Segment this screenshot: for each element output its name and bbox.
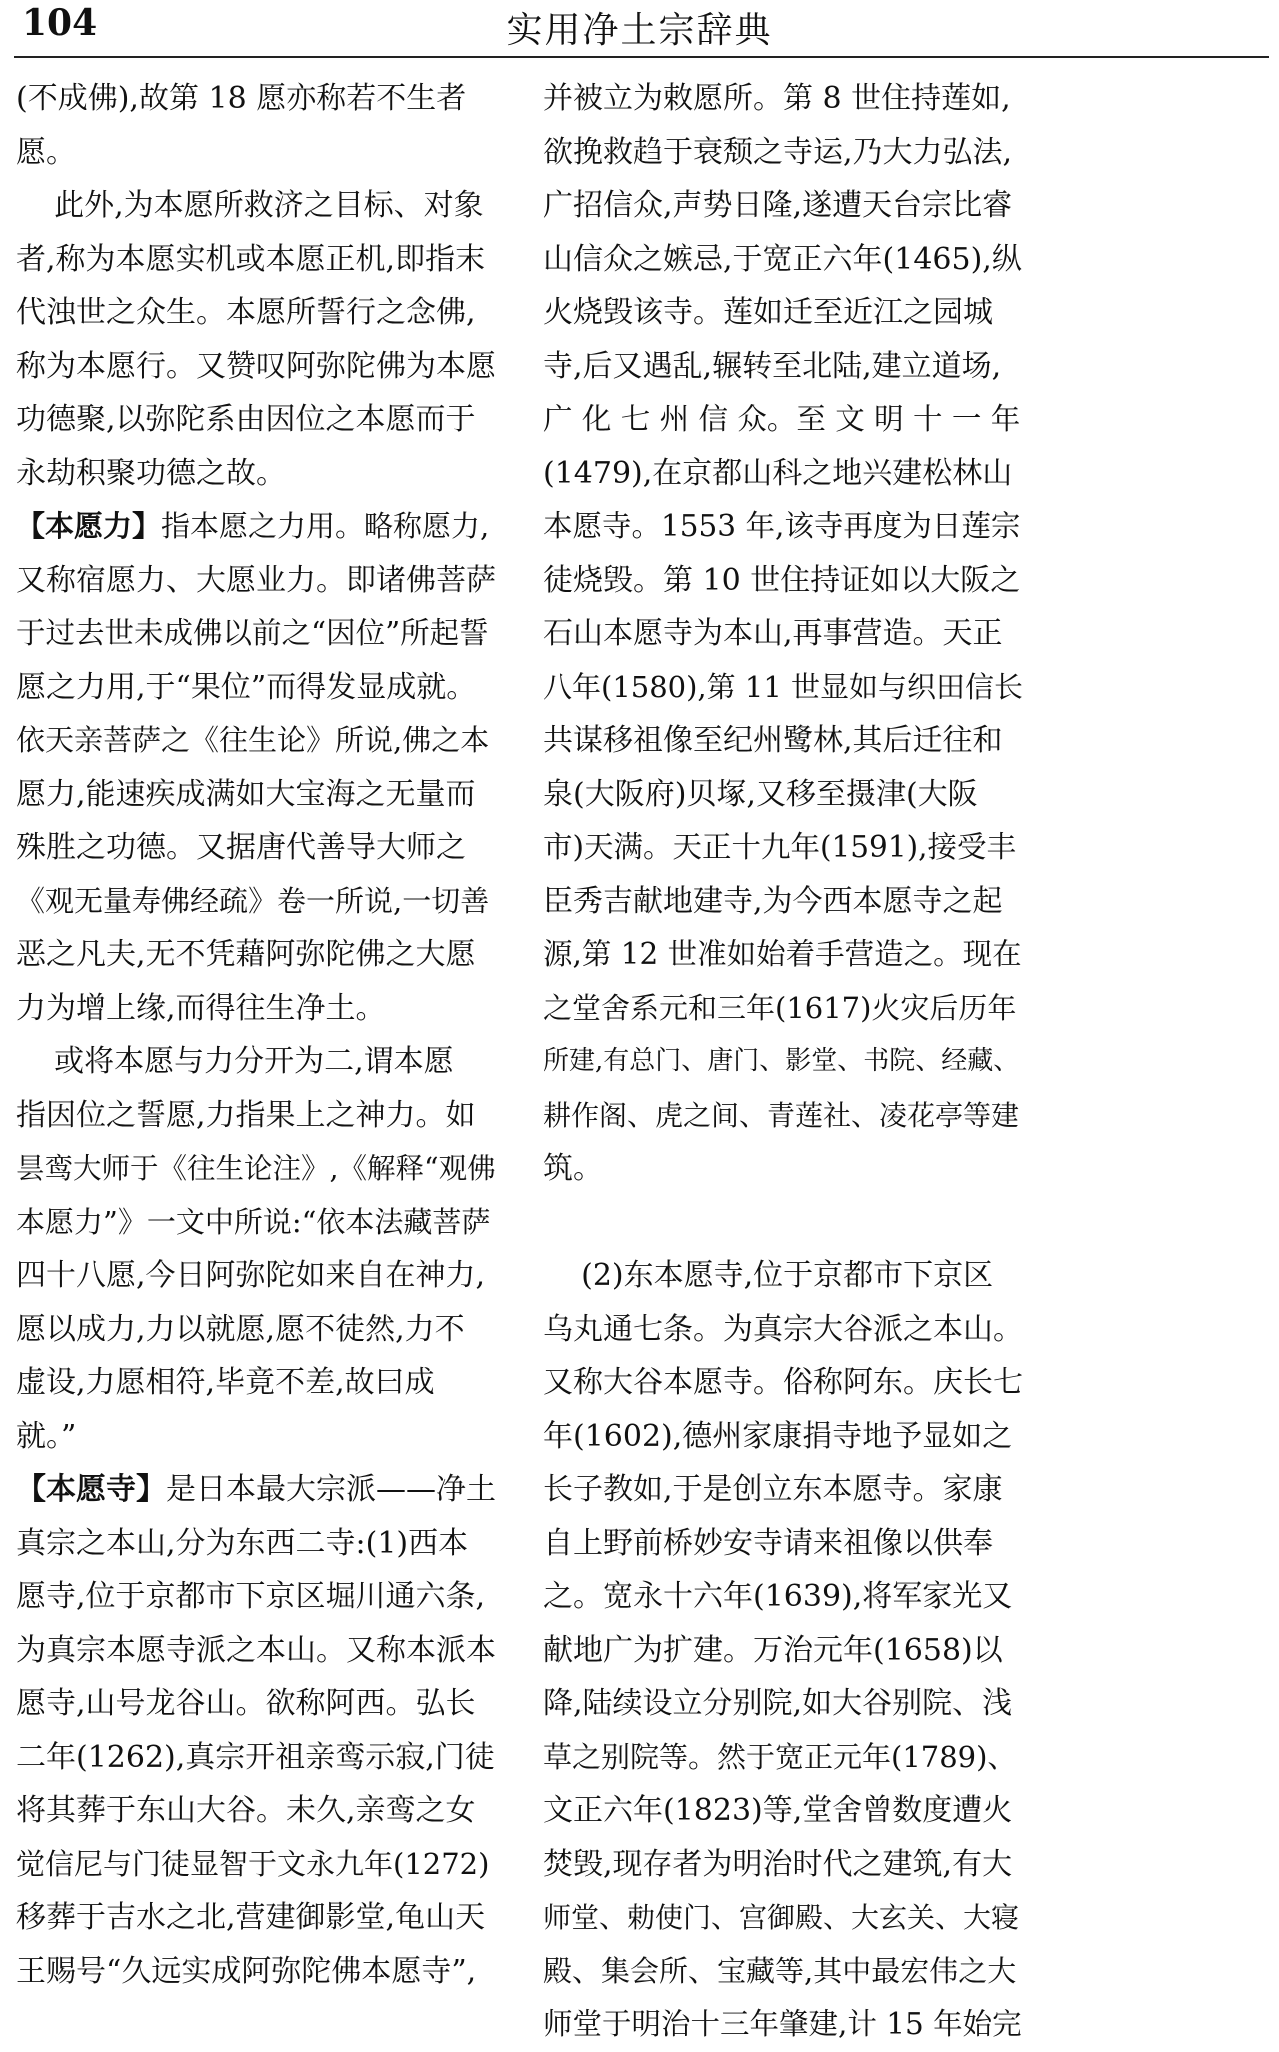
line-text: 并被立为敕愿所。第 8 世住持莲如, bbox=[543, 81, 1011, 116]
text-line bbox=[16, 340, 496, 394]
text-line bbox=[16, 714, 496, 768]
line-text: 乌丸通七条。为真宗大谷派之本山。 bbox=[543, 1311, 1023, 1347]
text-line bbox=[543, 1731, 1023, 1785]
line-text: 师堂于明治十三年肇建,计 15 年始完 bbox=[543, 2007, 1022, 2041]
line-text: 火烧毁该寺。莲如迁至近江之园城 bbox=[543, 295, 993, 330]
text-line bbox=[543, 1089, 1023, 1143]
text-line bbox=[543, 1624, 1023, 1678]
line-text: 长子教如,于是创立东本愿寺。家康 bbox=[543, 1472, 1003, 1507]
text-line bbox=[16, 1196, 496, 1250]
line-text: 徒烧毁。第 10 世住持证如以大阪之 bbox=[543, 562, 1021, 598]
line-text: 此外,为本愿所救济之目标、对象 bbox=[16, 188, 484, 223]
line-text: 于过去世未成佛以前之“因位”所起誓 bbox=[16, 616, 489, 650]
page-number: 104 bbox=[22, 2, 98, 44]
text-line bbox=[16, 1303, 496, 1357]
line-text: 愿力,能速疾成满如大宝海之无量而 bbox=[16, 776, 476, 812]
text-line bbox=[16, 1249, 496, 1303]
entry-headword: 【本愿力】 bbox=[16, 509, 162, 543]
text-line bbox=[543, 393, 1023, 447]
text-line bbox=[543, 1838, 1023, 1892]
line-text: (1479),在京都山科之地兴建松林山 bbox=[543, 455, 1013, 491]
left-column bbox=[16, 72, 496, 1998]
text-line bbox=[16, 1089, 496, 1143]
text-line bbox=[16, 768, 496, 822]
text-line bbox=[16, 286, 496, 340]
line-text: (2)东本愿寺,位于京都市下京区 bbox=[543, 1258, 994, 1293]
text-line bbox=[16, 875, 496, 929]
line-text: 所建,有总门、唐门、影堂、书院、经藏、 bbox=[543, 1046, 1020, 1076]
text-line bbox=[16, 72, 496, 126]
line-text: 石山本愿寺为本山,再事营造。天正 bbox=[543, 616, 1003, 651]
text-line bbox=[543, 340, 1023, 394]
text-line bbox=[543, 928, 1023, 982]
line-text: 臣秀吉献地建寺,为今西本愿寺之起 bbox=[543, 883, 1003, 919]
text-line bbox=[16, 1356, 496, 1410]
line-text: 自上野前桥妙安寺请来祖像以供奉 bbox=[543, 1525, 993, 1561]
line-text: 虚设,力愿相符,毕竟不差,故曰成 bbox=[16, 1365, 435, 1400]
line-text: 之。宽永十六年(1639),将军家光又 bbox=[543, 1579, 1013, 1614]
text-line bbox=[543, 1463, 1023, 1517]
line-text: 泉(大阪府)贝塚,又移至摄津(大阪 bbox=[543, 776, 978, 812]
line-text: 王赐号“久远实成阿弥陀佛本愿寺”, bbox=[16, 1953, 477, 1989]
text-line bbox=[16, 1624, 496, 1678]
text-line bbox=[16, 982, 496, 1036]
line-text: 将其葬于东山大谷。未久,亲鸾之女 bbox=[16, 1793, 476, 1828]
line-text: 山信众之嫉忌,于宽正六年(1465),纵 bbox=[543, 241, 1022, 277]
line-text: 殊胜之功德。又据唐代善导大师之 bbox=[16, 830, 466, 865]
text-line bbox=[543, 714, 1023, 768]
right-column bbox=[543, 72, 1023, 2052]
line-text: 是日本最大宗派——净土 bbox=[166, 1472, 496, 1507]
text-line bbox=[543, 821, 1023, 875]
text-line bbox=[16, 1570, 496, 1624]
text-line bbox=[16, 179, 496, 233]
line-text: 恶之凡夫,无不凭藉阿弥陀佛之大愿 bbox=[16, 937, 476, 972]
text-line bbox=[543, 607, 1023, 661]
line-text: 依天亲菩萨之《往生论》所说,佛之本 bbox=[16, 723, 490, 757]
line-text: 源,第 12 世准如始着手营造之。现在 bbox=[543, 937, 1022, 971]
text-line bbox=[543, 1356, 1023, 1410]
line-text: 耕作阁、虎之间、青莲社、凌花亭等建 bbox=[543, 1098, 1020, 1132]
text-line bbox=[543, 72, 1023, 126]
line-text: 愿寺,山号龙谷山。欲称阿西。弘长 bbox=[16, 1686, 476, 1721]
line-text: 焚毁,现存者为明治时代之建筑,有大 bbox=[543, 1846, 1013, 1882]
line-text: 八年(1580),第 11 世显如与织田信长 bbox=[543, 669, 1023, 704]
text-line bbox=[16, 233, 496, 287]
text-line bbox=[16, 1731, 496, 1785]
line-text: 共谋移祖像至纪州鹭林,其后迁往和 bbox=[543, 723, 1003, 758]
line-text: 就。” bbox=[16, 1418, 77, 1454]
line-text: 师堂、勅使门、宫御殿、大玄关、大寝 bbox=[543, 1901, 1020, 1934]
line-text: 又称大谷本愿寺。俗称阿东。庆长七 bbox=[543, 1365, 1023, 1400]
text-line bbox=[543, 1784, 1023, 1838]
text-line bbox=[16, 607, 496, 661]
line-text: 之堂舍系元和三年(1617)火灾后历年 bbox=[543, 990, 1017, 1025]
text-line bbox=[16, 1838, 496, 1892]
text-line bbox=[16, 1677, 496, 1731]
line-text: 觉信尼与门徒显智于文永九年(1272) bbox=[16, 1846, 490, 1881]
text-line bbox=[16, 1142, 496, 1196]
line-text: 为真宗本愿寺派之本山。又称本派本 bbox=[16, 1632, 496, 1668]
line-text: 年(1602),德州家康捐寺地予显如之 bbox=[543, 1418, 1013, 1454]
line-text: 愿。 bbox=[16, 134, 76, 170]
text-line bbox=[543, 286, 1023, 340]
line-text: 又称宿愿力、大愿业力。即诸佛菩萨 bbox=[16, 562, 496, 598]
line-text: 欲挽救趋于衰颓之寺运,乃大力弘法, bbox=[543, 134, 1013, 170]
text-line bbox=[543, 1249, 1023, 1303]
line-text: 者,称为本愿实机或本愿正机,即指末 bbox=[16, 241, 486, 277]
text-line bbox=[543, 875, 1023, 929]
text-line bbox=[543, 500, 1023, 554]
text-line bbox=[16, 1891, 496, 1945]
text-line bbox=[543, 1142, 1023, 1196]
text-line bbox=[16, 126, 496, 180]
line-text: 力为增上缘,而得往生净土。 bbox=[16, 990, 386, 1026]
text-line bbox=[543, 1035, 1023, 1089]
line-text: (不成佛),故第 18 愿亦称若不生者 bbox=[16, 81, 467, 116]
text-line bbox=[16, 928, 496, 982]
line-text: 永劫积聚功德之故。 bbox=[16, 455, 286, 491]
line-text: 本愿寺。1553 年,该寺再度为日莲宗 bbox=[543, 509, 1021, 543]
line-text: 指本愿之力用。略称愿力, bbox=[161, 509, 490, 543]
line-text: 广 化 七 州 信 众。至 文 明 十 一 年 bbox=[543, 402, 1021, 436]
line-text: 四十八愿,今日阿弥陀如来自在神力, bbox=[16, 1258, 486, 1293]
line-text: 昙鸾大师于《往生论注》,《解释“观佛 bbox=[16, 1152, 496, 1185]
line-text: 二年(1262),真宗开祖亲鸾示寂,门徒 bbox=[16, 1739, 495, 1775]
line-text: 文正六年(1823)等,堂舍曾数度遭火 bbox=[543, 1793, 1013, 1828]
line-text: 筑。 bbox=[543, 1151, 603, 1186]
text-line bbox=[16, 1945, 496, 1999]
text-line bbox=[543, 768, 1023, 822]
text-line bbox=[16, 821, 496, 875]
text-line bbox=[543, 1196, 1023, 1250]
text-line bbox=[543, 1945, 1023, 1999]
line-text: 广招信众,声势日隆,遂遭天台宗比睿 bbox=[543, 188, 1013, 223]
line-text: 《观无量寿佛经疏》卷一所说,一切善 bbox=[16, 883, 490, 918]
text-line bbox=[543, 233, 1023, 287]
text-line bbox=[543, 1570, 1023, 1624]
line-text: 寺,后又遇乱,辗转至北陆,建立道场, bbox=[543, 348, 1002, 384]
text-line bbox=[543, 1517, 1023, 1571]
text-line bbox=[16, 1463, 496, 1517]
text-line bbox=[543, 126, 1023, 180]
line-text: 功德聚,以弥陀系由因位之本愿而于 bbox=[16, 402, 476, 437]
entry-headword: 【本愿寺】 bbox=[16, 1472, 166, 1507]
text-line bbox=[543, 982, 1023, 1036]
text-line bbox=[543, 1891, 1023, 1945]
text-line bbox=[543, 1410, 1023, 1464]
line-text: 愿寺,位于京都市下京区堀川通六条, bbox=[16, 1579, 486, 1614]
text-line bbox=[543, 1303, 1023, 1357]
line-text: 愿之力用,于“果位”而得发显成就。 bbox=[16, 669, 477, 705]
line-text: 本愿力”》一文中所说:“依本法藏菩萨 bbox=[16, 1204, 491, 1239]
page-header bbox=[0, 0, 1279, 80]
text-line bbox=[16, 1517, 496, 1571]
line-text: 降,陆续设立分别院,如大谷别院、浅 bbox=[543, 1686, 1013, 1721]
text-line bbox=[543, 554, 1023, 608]
text-line bbox=[16, 1784, 496, 1838]
line-text: 指因位之誓愿,力指果上之神力。如 bbox=[16, 1097, 476, 1133]
text-line bbox=[16, 500, 496, 554]
text-line bbox=[543, 661, 1023, 715]
text-line bbox=[16, 1410, 496, 1464]
text-line bbox=[16, 393, 496, 447]
text-line bbox=[16, 1035, 496, 1089]
text-line bbox=[543, 179, 1023, 233]
header-rule bbox=[14, 56, 1269, 58]
text-line bbox=[16, 661, 496, 715]
text-line bbox=[16, 447, 496, 501]
running-title: 实用净土宗辞典 bbox=[506, 10, 773, 51]
text-line bbox=[543, 447, 1023, 501]
line-text: 市)天满。天正十九年(1591),接受丰 bbox=[543, 830, 1016, 864]
line-text: 愿以成力,力以就愿,愿不徒然,力不 bbox=[16, 1311, 465, 1347]
line-text: 草之别院等。然于宽正元年(1789)、 bbox=[543, 1739, 1017, 1774]
line-text: 称为本愿行。又赞叹阿弥陀佛为本愿 bbox=[16, 348, 496, 384]
line-text: 或将本愿与力分开为二,谓本愿 bbox=[16, 1044, 454, 1079]
line-text: 移葬于吉水之北,营建御影堂,龟山天 bbox=[16, 1900, 486, 1935]
line-text: 真宗之本山,分为东西二寺:(1)西本 bbox=[16, 1525, 469, 1561]
line-text: 献地广为扩建。万治元年(1658)以 bbox=[543, 1632, 1003, 1668]
text-line bbox=[16, 554, 496, 608]
text-line bbox=[543, 1677, 1023, 1731]
text-line bbox=[543, 1998, 1023, 2052]
line-text: 代浊世之众生。本愿所誓行之念佛, bbox=[16, 295, 476, 330]
line-text: 殿、集会所、宝藏等,其中最宏伟之大 bbox=[543, 1953, 1017, 1988]
